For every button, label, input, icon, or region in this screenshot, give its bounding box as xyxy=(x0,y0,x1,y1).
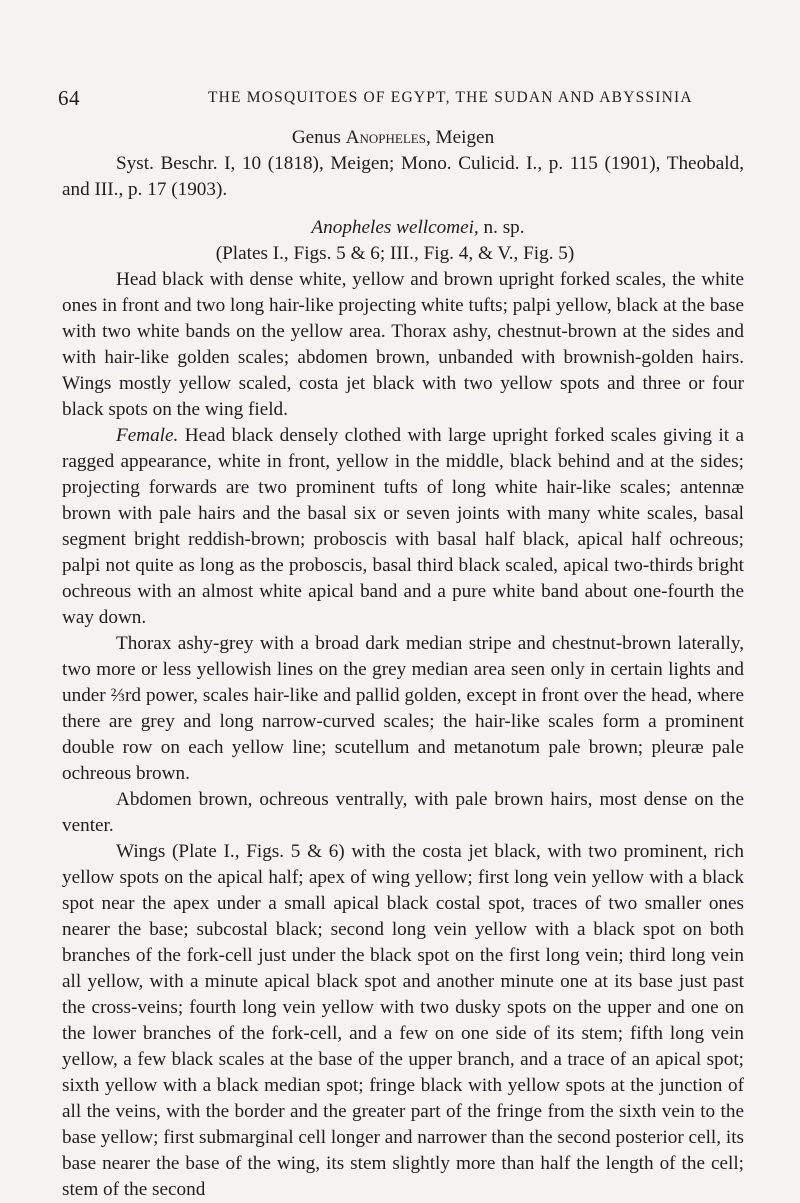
plates-reference: (Plates I., Figs. 5 & 6; III., Fig. 4, & V., Fig. 5) xyxy=(215,243,575,264)
species-name: Anopheles wellcomei, xyxy=(311,217,479,238)
synonymy-reference: Syst. Beschr. I, 10 (1818), Meigen; Mono. Culicid. I., p. 115 (1901), Theobald, and III., p. 17 (1903). xyxy=(62,153,744,200)
species-heading xyxy=(62,215,744,241)
page-header xyxy=(58,86,753,110)
page-body xyxy=(62,125,744,1203)
paragraph-abdomen: Abdomen brown, ochreous ventrally, with pale brown hairs, most dense on the venter. xyxy=(62,789,744,836)
paragraph-thorax: Thorax ashy-grey with a broad dark median stripe and chestnut-brown laterally, two more or less yellowish lines on the grey median area seen only in certain lights and under ⅔rd power, scales hair-like and pallid golden, except in front over the head, where there are grey and long narrow-curved scales; the hair-like scales form a prominent double row on each yellow line; scutellum and metanotum pale brown; pleuræ pale ochreous brown. xyxy=(62,633,744,784)
genus-prefix: Genus xyxy=(291,127,346,148)
page-number: 64 xyxy=(58,86,80,110)
female-text: Head black densely clothed with large upright forked scales giving it a ragged appearance, white in front, yellow in the middle, black behind and at the sides; projecting forwards are two prominent tufts of long white hair-like scales; antennæ brown with pale hairs and the basal six or seven joints with many white scales, basal segment bright reddish-brown; proboscis with basal half black, apical half ochreous; palpi not quite as long as the proboscis, basal third black scaled, apical two-thirds bright ochreous with an almost white apical band and a pure white band about one-fourth the way down. xyxy=(62,425,744,628)
species-rank: n. sp. xyxy=(478,217,525,238)
female-label: Female. xyxy=(116,425,179,446)
paragraph-diagnosis: Head black with dense white, yellow and brown upright forked scales, the white ones in front and two long hair-like projecting white tufts; palpi yellow, black at the base with two white bands on the yellow area. Thorax ashy, chestnut-brown at the sides and with hair-like golden scales; abdomen brown, unbanded with brownish-golden hairs. Wings mostly yellow scaled, costa jet black with two yellow spots and three or four black spots on the wing field. xyxy=(62,269,744,420)
genus-suffix: , Meigen xyxy=(425,127,495,148)
running-title: THE MOSQUITOES OF EGYPT, THE SUDAN AND ABYSSINIA xyxy=(208,89,693,106)
paragraph-female xyxy=(62,423,744,631)
paragraph-wings: Wings (Plate I., Figs. 5 & 6) with the costa jet black, with two prominent, rich yellow spots on the apical half; apex of wing yellow; first long vein yellow with a black spot near the apex under a small apical black costal spot, traces of two smaller ones nearer the base; subcostal black; second long vein yellow with a black spot on both branches of the fork-cell just under the black spot on the first long vein; third long vein all yellow, with a minute apical black spot and another minute one at its base just past the cross-veins; fourth long vein yellow with two dusky spots on the upper and one on the lower branches of the fork-cell, and a few on one side of its stem; fifth long vein yellow, a few black scales at the base of the upper branch, and a trace of an apical spot; sixth yellow with a black median spot; fringe black with yellow spots at the junction of all the veins, with the border and the greater part of the fringe from the sixth vein to the base yellow; first submarginal cell longer and narrower than the second posterior cell, its base nearer the base of the wing, its stem slightly more than half the length of the cell; stem of the second xyxy=(62,841,744,1200)
genus-heading xyxy=(62,125,744,151)
genus-name: Anopheles xyxy=(345,127,426,148)
